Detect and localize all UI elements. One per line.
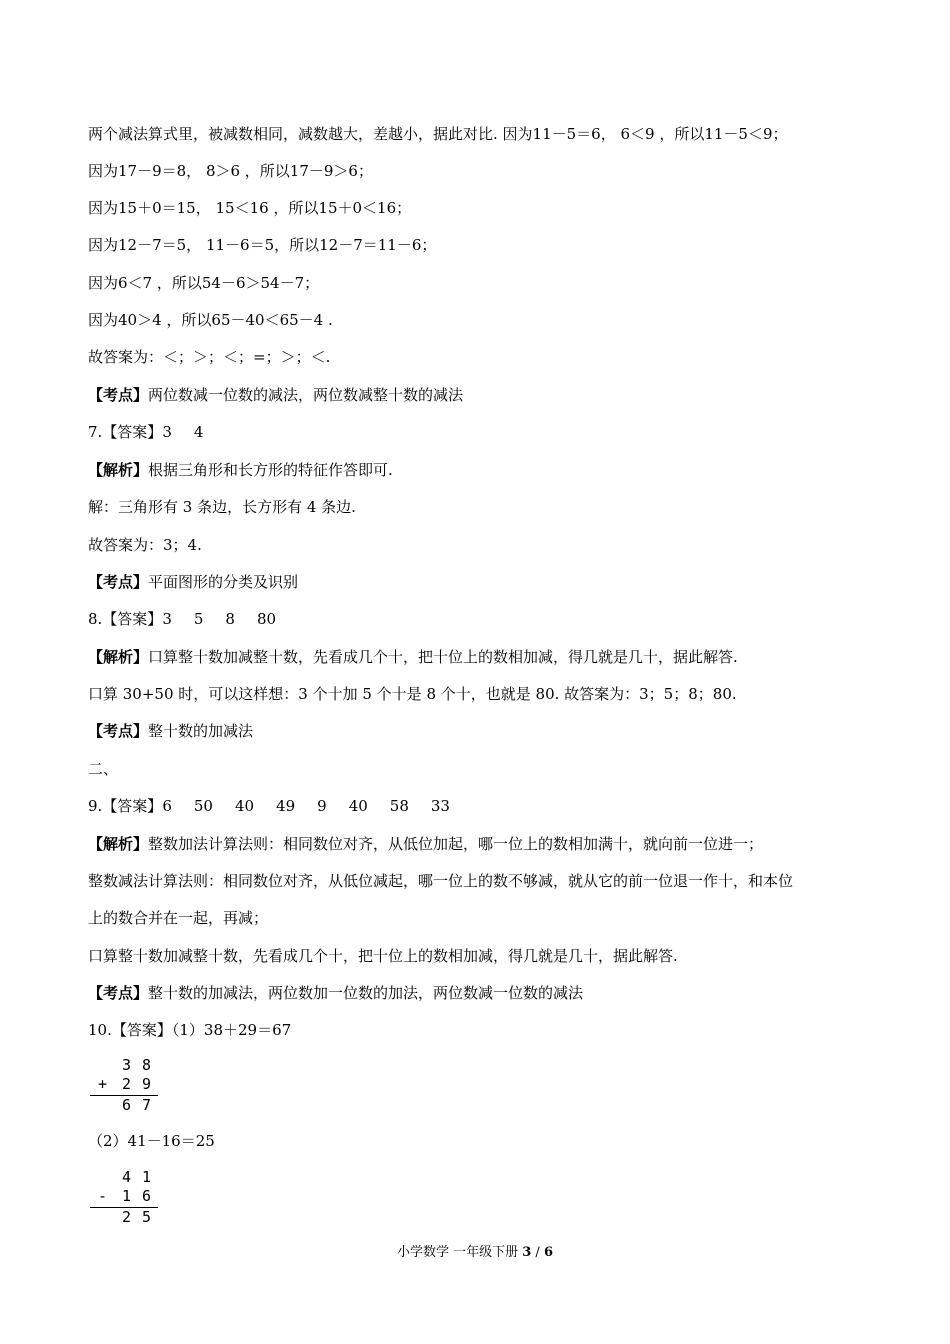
answer-10 bbox=[88, 1020, 291, 1040]
answer-value: 9 bbox=[317, 797, 327, 815]
jiexi-text: 根据三角形和长方形的特征作答即可. bbox=[148, 461, 393, 479]
answer-value: 4 bbox=[193, 423, 204, 441]
jiexi-tag: 【解析】 bbox=[88, 648, 149, 666]
question-number-7: 7.【答案】 bbox=[88, 423, 163, 441]
answer-value: 49 bbox=[276, 797, 296, 815]
answer-8 bbox=[88, 609, 276, 629]
digit: 1 bbox=[122, 1187, 132, 1205]
jiexi-text: 口算整十数加减整十数，先看成几个十，把十位上的数相加减，得几就是几十，据此解答. bbox=[148, 648, 738, 666]
text-line: 解：三角形有 3 条边，长方形有 4 条边. bbox=[88, 498, 356, 516]
answer-value: 8 bbox=[225, 610, 235, 628]
jiexi-text: 整数加法计算法则：相同数位对齐，从低位加起，哪一位上的数相加满十，就向前一位进一； bbox=[148, 835, 764, 853]
text-line: 因为6＜7 ，所以54－6＞54－7； bbox=[88, 274, 320, 292]
kaodian-text: 整十数的加减法，两位数加一位数的加法，两位数减一位数的减法 bbox=[148, 984, 584, 1002]
jiexi-tag: 【解析】 bbox=[88, 461, 149, 479]
question-number-8: 8.【答案】 bbox=[88, 610, 163, 628]
footer-text: 小学数学 一年级下册 bbox=[396, 1245, 523, 1260]
digit: 6 bbox=[122, 1096, 132, 1114]
answer-9 bbox=[88, 796, 450, 816]
question-number-10: 10.【答案】 bbox=[88, 1021, 172, 1039]
kaodian-text: 整十数的加减法 bbox=[148, 722, 254, 740]
text-line: 两个减法算式里，被减数相同，减数越大，差越小，据此对比. 因为11－5＝6， 6＜9 ，所以11－5＜9； bbox=[88, 125, 788, 143]
section-heading: 二、 bbox=[88, 760, 119, 778]
digit: 9 bbox=[142, 1075, 152, 1093]
kaodian-line bbox=[88, 721, 253, 741]
answer-value: 50 bbox=[193, 797, 213, 815]
kaodian-tag: 【考点】 bbox=[88, 722, 149, 740]
answer-part-1: （1）38＋29＝67 bbox=[171, 1021, 292, 1039]
answer-value: 58 bbox=[389, 797, 409, 815]
digit: 6 bbox=[142, 1187, 152, 1205]
digit: 7 bbox=[142, 1096, 152, 1114]
text-line: 因为15＋0＝15， 15＜16 ，所以15＋0＜16； bbox=[88, 199, 412, 217]
operator-plus: + bbox=[98, 1075, 108, 1093]
answer-value: 6 bbox=[162, 797, 172, 815]
answer-value: 33 bbox=[430, 797, 450, 815]
text-line: 因为12－7＝5， 11－6＝5，所以12－7＝11－6； bbox=[88, 236, 437, 254]
kaodian-text: 平面图形的分类及识别 bbox=[148, 573, 299, 591]
answer-7 bbox=[88, 422, 203, 442]
digit: 8 bbox=[142, 1056, 152, 1074]
text-line: 整数减法计算法则：相同数位对齐，从低位减起，哪一位上的数不够减，就从它的前一位退一作十，和本位 bbox=[88, 872, 794, 890]
answer-value: 3 bbox=[162, 423, 172, 441]
digit: 1 bbox=[142, 1168, 152, 1186]
kaodian-tag: 【考点】 bbox=[88, 984, 149, 1002]
text-line: 故答案为：＜；＞；＜；=；＞；＜. bbox=[88, 348, 331, 366]
question-number-9: 9.【答案】 bbox=[88, 797, 163, 815]
kaodian-tag: 【考点】 bbox=[88, 386, 149, 404]
jiexi-tag: 【解析】 bbox=[88, 835, 149, 853]
text-line: 上的数合并在一起，再减； bbox=[88, 909, 269, 927]
jiexi-line bbox=[88, 647, 738, 667]
page-total: 6 bbox=[543, 1245, 553, 1260]
answer-value: 3 bbox=[162, 610, 172, 628]
page-separator: / bbox=[531, 1245, 544, 1260]
kaodian-line bbox=[88, 385, 463, 405]
digit: 5 bbox=[142, 1208, 152, 1226]
kaodian-line bbox=[88, 572, 298, 592]
answer-value: 40 bbox=[234, 797, 255, 815]
digit: 2 bbox=[122, 1208, 132, 1226]
page-number: 3 bbox=[522, 1245, 532, 1260]
answer-value: 40 bbox=[348, 797, 368, 815]
vertical-addition bbox=[90, 1056, 160, 1115]
text-line: 故答案为：3；4. bbox=[88, 536, 202, 554]
page-footer bbox=[0, 1244, 950, 1262]
text-line: 因为40＞4 ，所以65－40＜65－4 . bbox=[88, 311, 333, 329]
answer-part-2: （2）41－16＝25 bbox=[88, 1132, 215, 1150]
text-line: 口算整十数加减整十数，先看成几个十，把十位上的数相加减，得几就是几十，据此解答. bbox=[88, 947, 678, 965]
vertical-subtraction bbox=[90, 1168, 160, 1227]
text-line: 因为17－9＝8， 8＞6 ，所以17－9＞6； bbox=[88, 162, 373, 180]
kaodian-tag: 【考点】 bbox=[88, 573, 149, 591]
kaodian-text: 两位数减一位数的减法，两位数减整十数的减法 bbox=[148, 386, 464, 404]
jiexi-line bbox=[88, 460, 393, 480]
digit: 3 bbox=[122, 1056, 132, 1074]
digit: 2 bbox=[122, 1075, 132, 1093]
digit: 4 bbox=[122, 1168, 132, 1186]
answer-value: 80 bbox=[256, 610, 277, 628]
operator-minus: - bbox=[98, 1187, 108, 1205]
answer-value: 5 bbox=[193, 610, 204, 628]
text-line: 口算 30+50 时，可以这样想：3 个十加 5 个十是 8 个十，也就是 80. 故答案为：3；5；8；80. bbox=[88, 685, 737, 703]
jiexi-line bbox=[88, 834, 763, 854]
kaodian-line bbox=[88, 983, 583, 1003]
